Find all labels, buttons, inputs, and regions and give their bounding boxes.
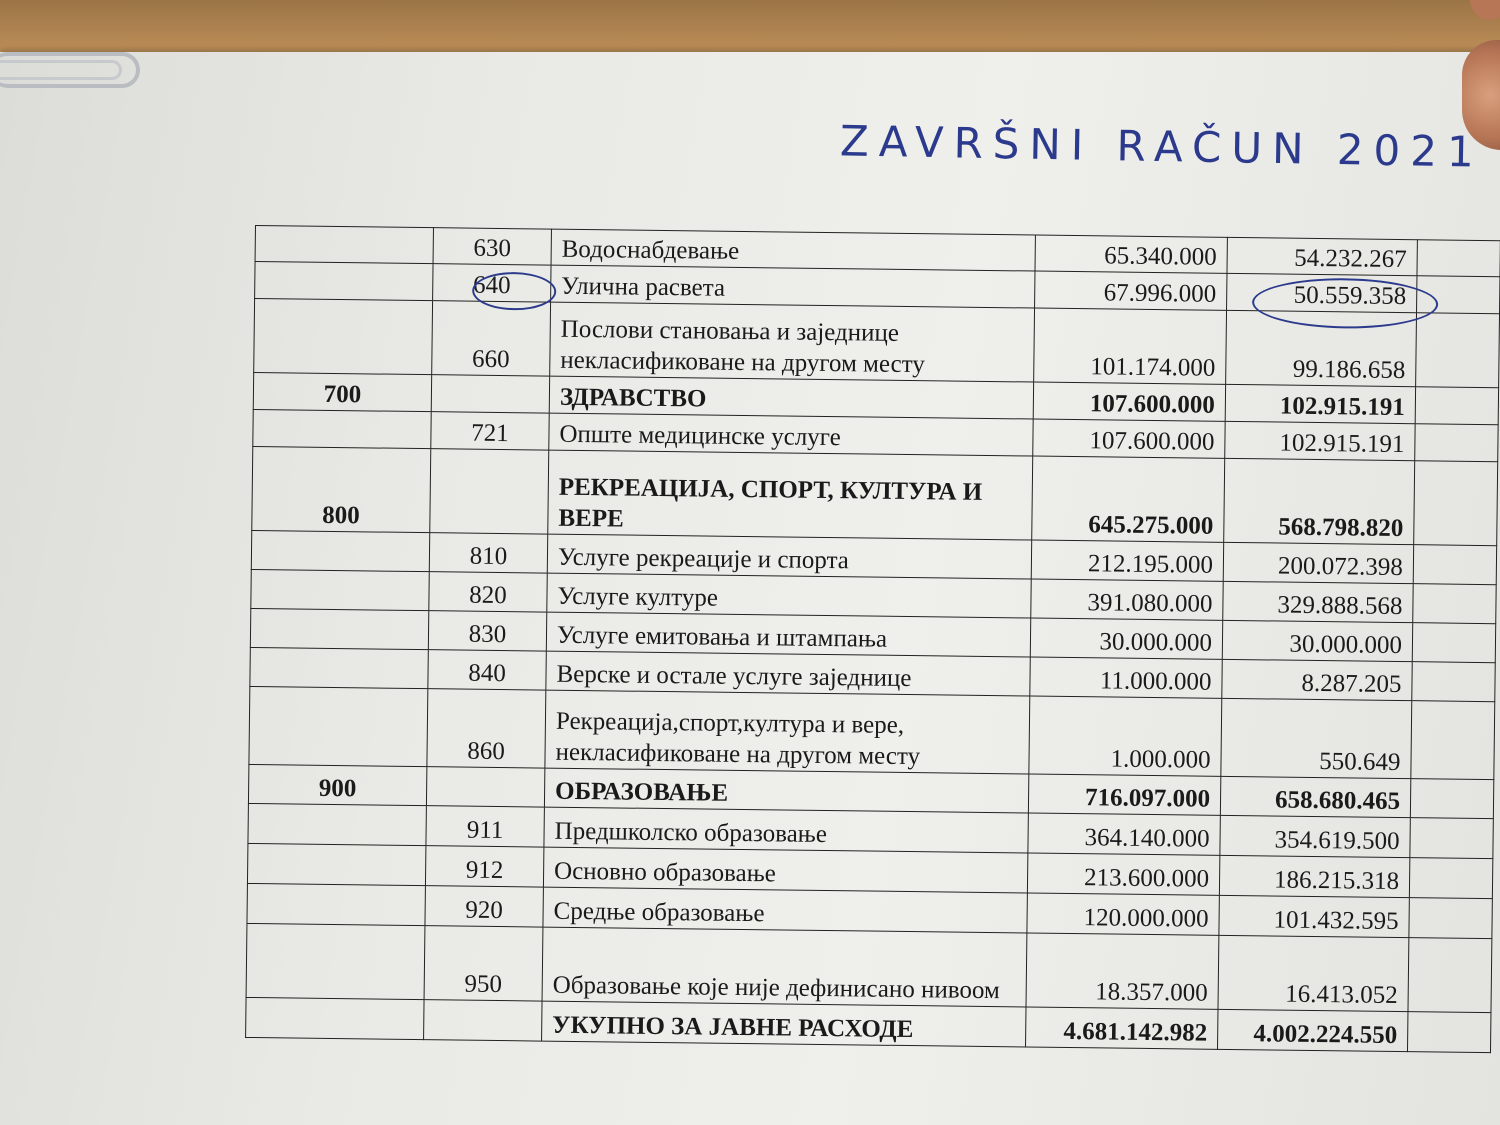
group-cell [247,843,425,885]
executed-amount-cell: 8.287.205 [1222,659,1412,700]
code-cell: 912 [425,846,543,887]
group-cell [249,686,428,766]
planned-amount-cell: 107.600.000 [1033,382,1225,421]
empty-cell [1417,240,1500,277]
planned-amount-cell: 101.174.000 [1034,308,1227,384]
executed-amount-cell: 16.413.052 [1218,935,1409,1011]
empty-cell [1410,818,1493,859]
empty-cell [1408,938,1492,1013]
executed-amount-cell: 200.072.398 [1223,542,1413,583]
planned-amount-cell: 120.000.000 [1027,893,1219,935]
description-cell: Услуге емитовања и штампања [546,612,1030,657]
planned-amount-cell: 30.000.000 [1030,618,1222,659]
total-executed: 4.002.224.550 [1218,1009,1408,1051]
empty-cell [1415,387,1498,425]
code-cell: 950 [424,926,543,1001]
description-cell: Средње образовање [543,887,1027,933]
planned-amount-cell: 107.600.000 [1033,419,1225,458]
empty-cell [1413,545,1496,585]
empty-cell [1409,898,1492,939]
empty-cell [1407,1012,1490,1053]
code-cell: 630 [433,228,551,265]
planned-amount-cell: 1.000.000 [1029,696,1222,776]
table-body [246,226,1500,1053]
code-cell: 721 [431,412,549,450]
total-planned: 4.681.142.982 [1026,1007,1218,1049]
description-cell: Рекреација,спорт,култура и вере, некласификоване на другом месту [545,690,1030,774]
description-cell: Услуге културе [547,573,1031,618]
description-cell: ОБРАЗОВАЊЕ [544,768,1028,813]
code-cell [430,449,549,534]
description-cell: Послови становања и заједнице некласификоване на другом месту [550,302,1035,382]
code-cell: 820 [429,572,547,612]
description-cell: Улична расвета [551,265,1035,308]
ink-circle-code-640 [472,272,556,311]
empty-cell [1411,701,1495,780]
total-label: УКУПНО ЗА ЈАВНЕ РАСХОДЕ [542,1001,1026,1047]
description-cell: ЗДРАВСТВО [549,376,1033,419]
description-cell: Опште медицинске услуге [549,413,1033,456]
description-cell: Предшколско образовање [544,807,1028,853]
description-cell: Образовање које није дефинисано нивоом [542,927,1027,1007]
code-cell: 810 [429,533,547,573]
group-cell [250,608,428,649]
planned-amount-cell: 65.340.000 [1035,235,1227,273]
table-row [249,686,1495,779]
executed-amount-cell: 30.000.000 [1222,620,1412,661]
executed-amount-cell: 101.432.595 [1219,895,1409,937]
code-cell [431,375,549,413]
code-cell: 660 [432,301,551,376]
group-cell [253,409,431,448]
empty-cell [1416,313,1500,388]
executed-amount-cell: 568.798.820 [1224,458,1415,544]
code-cell: 840 [428,650,546,690]
description-cell: Основно образовање [543,847,1027,893]
group-cell [251,569,429,610]
empty-cell [1413,584,1496,624]
description-cell: Услуге рекреације и спорта [547,534,1031,579]
group-cell [247,883,425,925]
group-cell [254,299,433,375]
group-cell: 800 [252,446,431,532]
planned-amount-cell: 18.357.000 [1026,933,1219,1009]
planned-amount-cell: 716.097.000 [1028,774,1220,815]
executed-amount-cell: 329.888.568 [1223,581,1413,622]
group-cell: 900 [248,764,426,805]
group-cell [250,647,428,688]
executed-amount-cell: 50.559.358 [1227,273,1417,312]
group-cell [251,530,429,571]
description-cell: РЕКРЕАЦИЈА, СПОРТ, КУЛТУРА И ВЕРЕ [548,450,1033,540]
executed-amount-cell: 102.915.191 [1225,421,1415,460]
handwritten-note: ZAVRŠNI RAČUN 2021 [839,116,1485,177]
table-row [252,446,1498,545]
executed-amount-cell: 54.232.267 [1227,237,1417,275]
group-cell [255,226,433,264]
executed-amount-cell: 186.215.318 [1219,855,1409,897]
paperclip-inner-icon [0,60,122,80]
code-cell [426,767,544,807]
code-cell: 830 [428,611,546,651]
empty-cell [1415,424,1498,462]
group-cell: 700 [253,372,431,411]
code-cell: 920 [425,886,543,927]
group-cell [246,923,425,999]
executed-amount-cell: 102.915.191 [1225,384,1415,423]
empty-cell [1409,858,1492,899]
description-cell: Водоснабдевање [551,229,1035,271]
executed-amount-cell: 658.680.465 [1220,776,1410,817]
empty-cell [1414,461,1498,546]
planned-amount-cell: 67.996.000 [1035,271,1227,310]
planned-amount-cell: 212.195.000 [1031,540,1223,581]
empty-cell [1412,623,1495,663]
empty-cell [246,997,424,1039]
planned-amount-cell: 213.600.000 [1027,853,1219,895]
planned-amount-cell: 364.140.000 [1028,813,1220,855]
executed-amount-cell: 550.649 [1221,698,1412,778]
budget-table [245,225,1500,1053]
empty-cell [424,1000,542,1041]
group-cell [255,262,433,301]
planned-amount-cell: 11.000.000 [1030,657,1222,698]
empty-cell [1410,779,1493,819]
budget-table-container [245,225,1500,1080]
group-cell [248,803,426,845]
code-cell: 911 [426,806,544,847]
planned-amount-cell: 391.080.000 [1031,579,1223,620]
code-cell: 640 [433,264,551,302]
description-cell: Верске и остале услуге заједнице [546,651,1030,696]
planned-amount-cell: 645.275.000 [1032,456,1225,542]
code-cell: 860 [427,689,546,768]
executed-amount-cell: 99.186.658 [1226,310,1417,386]
executed-amount-cell: 354.619.500 [1220,815,1410,857]
empty-cell [1412,662,1495,702]
